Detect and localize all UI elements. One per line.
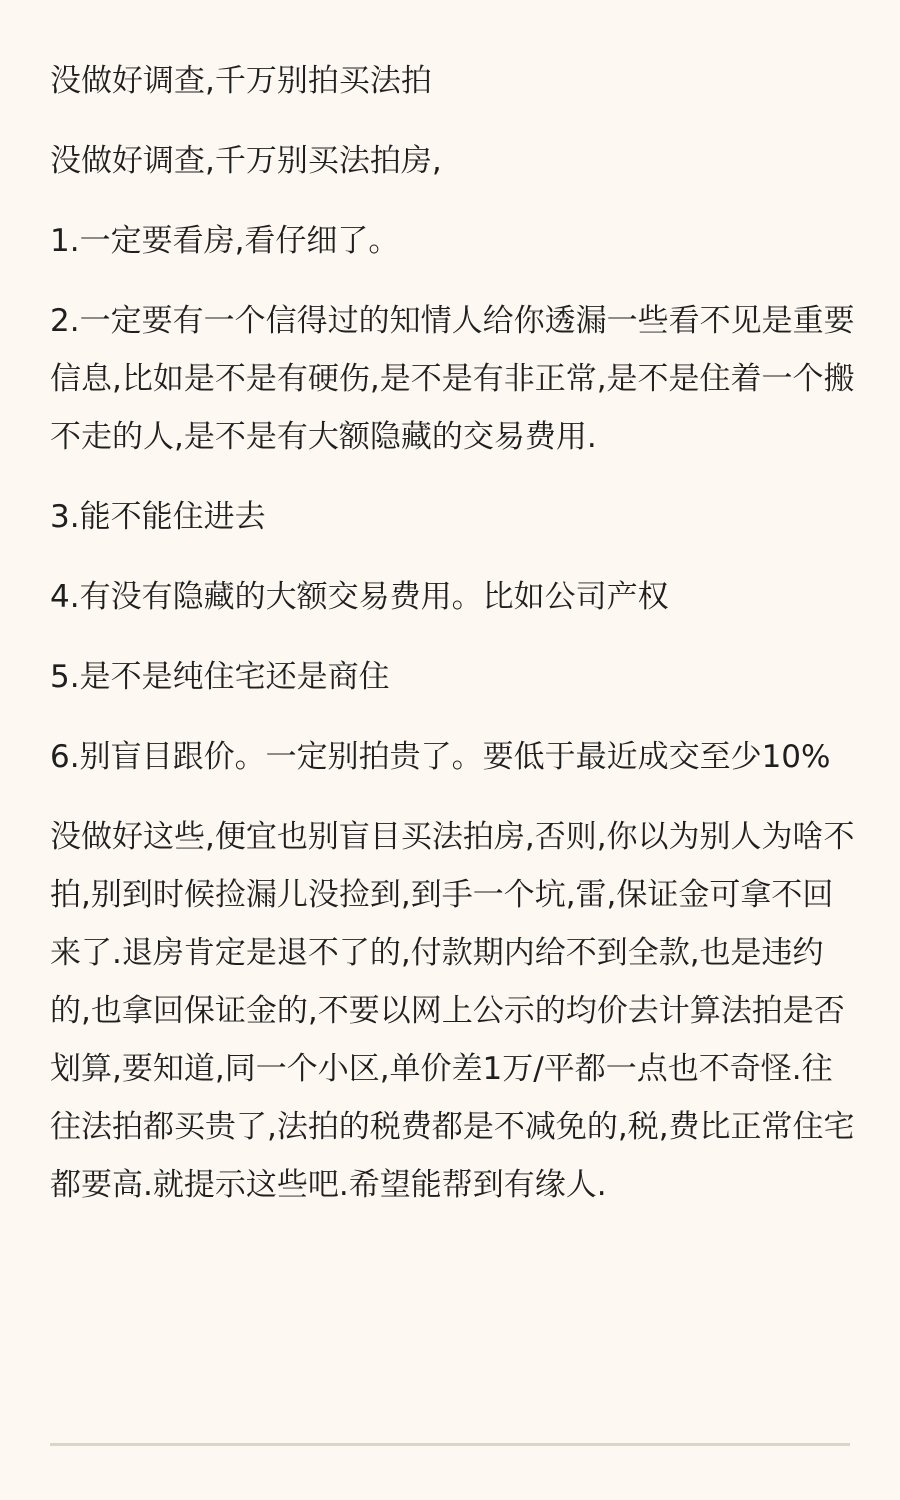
paragraph-item-5: 5.是不是纯住宅还是商住	[50, 659, 390, 695]
article-title: 没做好调查,千万别拍买法拍	[50, 63, 432, 99]
paragraph-item-3: 3.能不能住进去	[50, 499, 266, 535]
bottom-divider	[50, 1443, 850, 1446]
paragraph-intro: 没做好调查,千万别买法拍房,	[50, 143, 442, 179]
paragraph-item-2: 2.一定要有一个信得过的知情人给你透漏一些看不见是重要信息,比如是不是有硬伤,是不是有非正常,是不是住着一个搬不走的人,是不是有大额隐藏的交易费用.	[50, 303, 855, 455]
paragraph-conclusion: 没做好这些,便宜也别盲目买法拍房,否则,你以为别人为啥不拍,别到时候捡漏儿没捡到,到手一个坑,雷,保证金可拿不回来了.退房肯定是退不了的,付款期内给不到全款,也是违约的,也拿回保证金的,不要以网上公示的均价去计算法拍是否划算,要知道,同一个小区,单价差1万/平都一点也不奇怪.往往法拍都买贵了,法拍的税费都是不减免的,税,费比正常住宅都要高.就提示这些吧.希望能帮到有缘人.	[50, 819, 855, 1203]
paragraph-item-4: 4.有没有隐藏的大额交易费用。比如公司产权	[50, 579, 669, 615]
article-body	[50, 52, 855, 1236]
paragraph-item-1: 1.一定要看房,看仔细了。	[50, 223, 400, 259]
paragraph-item-6: 6.别盲目跟价。一定别拍贵了。要低于最近成交至少10%	[50, 739, 831, 775]
